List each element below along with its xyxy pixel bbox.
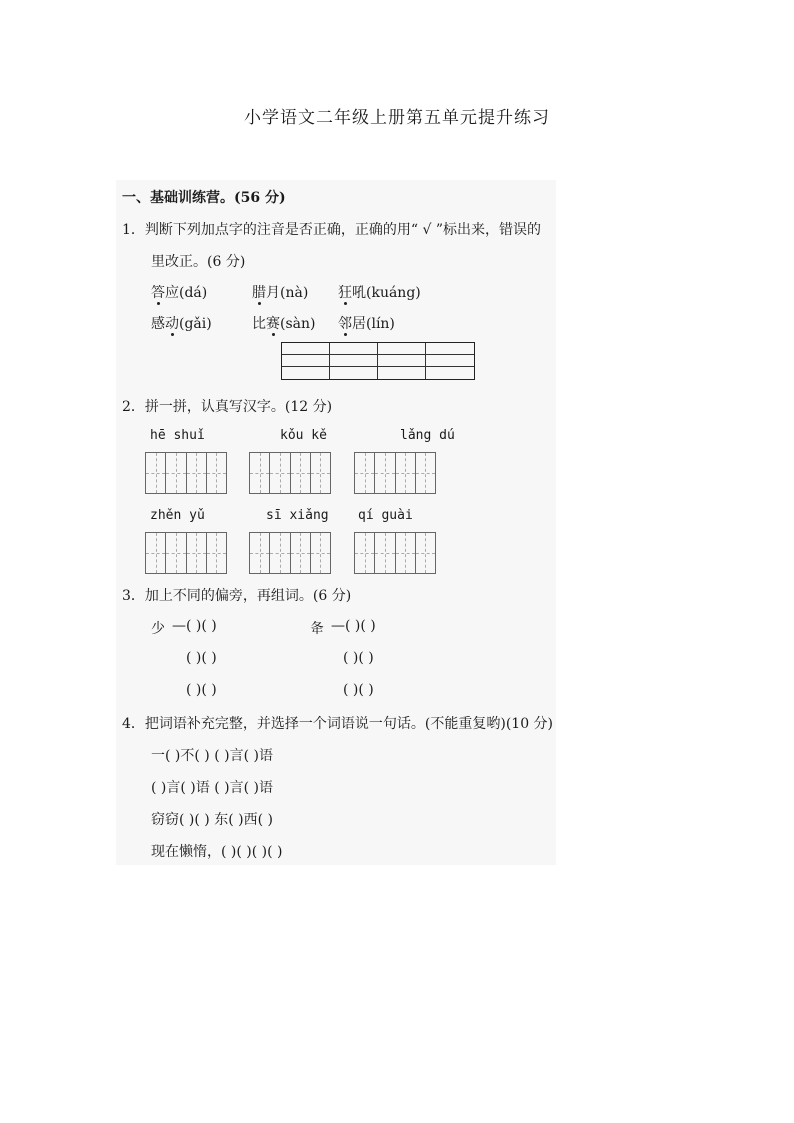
answer-table[interactable] [281,342,475,380]
writing-grid[interactable] [249,452,331,494]
radical-blanks[interactable]: —( )( ) [331,618,376,634]
radical-blanks[interactable]: ( )( ) [343,682,374,698]
idiom-blank-line[interactable]: 一( )不( ) ( )言( )语 [151,748,273,764]
writing-grid[interactable] [354,532,436,574]
question-4-text: 4．把词语补充完整，并选择一个词语说一句话。(不能重复哟)(10 分) [122,716,554,732]
question-1-text: 1．判断下列加点字的注音是否正确，正确的用“ √ ”标出来，错误的 [122,222,542,238]
idiom-blank-line[interactable]: 现在懒惰，( )( )( )( ) [151,844,283,860]
pinyin-label: zhěn yǔ [150,508,205,523]
page-title: 小学语文二年级上册第五单元提升练习 [244,108,550,128]
pinyin-label: kǒu kě [280,428,327,443]
pinyin-label: sī xiǎng [266,508,329,523]
word-item: 比赛(sàn) [252,316,316,332]
pinyin-label: lǎng dú [400,428,455,443]
writing-grid[interactable] [145,452,227,494]
word-item: 感动(gǎi) [151,316,212,332]
writing-grid[interactable] [354,452,436,494]
radical-blanks[interactable]: ( )( ) [186,650,217,666]
pinyin-label: hē shuǐ [150,428,205,443]
word-item: 答应(dá) [151,285,208,301]
word-item: 狂吼(kuáng) [338,285,421,301]
radical-base-char: 少 [151,621,165,637]
radical-base-char: 夅 [310,621,324,637]
idiom-blank-line[interactable]: 窃窃( )( ) 东( )西( ) [151,812,273,828]
radical-blanks[interactable]: ( )( ) [343,650,374,666]
question-3-text: 3．加上不同的偏旁，再组词。(6 分) [122,588,352,604]
idiom-blank-line[interactable]: ( )言( )语 ( )言( )语 [151,780,273,796]
radical-blanks[interactable]: ( )( ) [186,682,217,698]
question-1-text-cont: 里改正。(6 分) [151,254,246,270]
radical-blanks[interactable]: —( )( ) [172,618,217,634]
word-item: 邻居(lín) [338,316,395,332]
section-heading: 一、基础训练营。(56 分) [122,190,286,206]
pinyin-label: qí guài [358,508,413,523]
word-item: 腊月(nà) [252,285,309,301]
writing-grid[interactable] [249,532,331,574]
writing-grid[interactable] [145,532,227,574]
question-2-text: 2．拼一拼，认真写汉字。(12 分) [122,399,333,415]
